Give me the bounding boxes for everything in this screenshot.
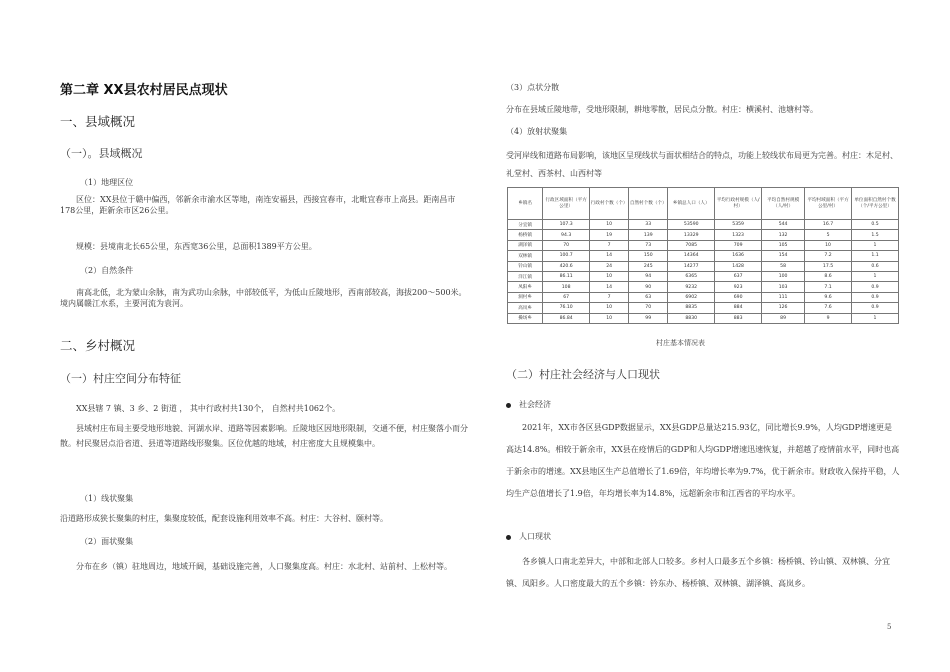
table-cell: 6365 xyxy=(668,271,715,281)
table-header-cell: 乡镇总人口（人） xyxy=(668,188,715,220)
table-cell: 9 xyxy=(805,313,852,323)
table-cell: 111 xyxy=(762,292,805,302)
table-cell: 1 xyxy=(852,313,899,323)
table-header-cell: 单位面积自然村个数（个/平方公里） xyxy=(852,188,899,220)
paragraph-natural-conditions: 南高北低，北为蒙山余脉，南为武功山余脉，中部较低平，为低山丘陵地形，西南部较高，海拔200～500米。境内属赣江水系，主要河流为袁河。 xyxy=(60,288,467,308)
table-cell: 10 xyxy=(590,271,629,281)
table-cell: 420.6 xyxy=(543,261,590,271)
chapter-title: 第二章 XX县农村居民点现状 xyxy=(60,83,228,98)
subsection-title-county-overview: （一）。县域概况 xyxy=(60,147,143,160)
bullet-dot-icon xyxy=(506,403,511,408)
paragraph-scale: 规模：县境南北长65公里，东西宽36公里，总面积1389平方公里。 xyxy=(76,242,317,251)
table-row xyxy=(508,261,899,271)
table-caption: 村庄基本情况表 xyxy=(656,339,705,347)
subsection-title-spatial-distribution: （一）村庄空间分布特征 xyxy=(60,372,181,385)
table-cell: 5359 xyxy=(715,220,762,230)
table-cell: 139 xyxy=(629,230,668,240)
table-cell: 245 xyxy=(629,261,668,271)
table-header-cell: 平均自然村规模（人/村） xyxy=(762,188,805,220)
table-cell: 0.5 xyxy=(852,220,899,230)
table-cell: 100.7 xyxy=(543,251,590,261)
table-cell: 7.2 xyxy=(805,251,852,261)
heading-natural-conditions: （2）自然条件 xyxy=(80,266,134,275)
table-cell: 钤山镇 xyxy=(508,261,543,271)
table-cell: 70 xyxy=(543,240,590,250)
table-cell: 24 xyxy=(590,261,629,271)
subsection-title-socioeconomic: （二）村庄社会经济与人口现状 xyxy=(506,368,660,381)
table-cell: 洋江镇 xyxy=(508,271,543,281)
table-cell: 9232 xyxy=(668,282,715,292)
table-cell: 7.6 xyxy=(805,303,852,313)
table-row xyxy=(508,271,899,281)
table-cell: 89 xyxy=(762,313,805,323)
table-cell: 8835 xyxy=(668,303,715,313)
table-cell: 1 xyxy=(852,240,899,250)
table-cell: 湖泽镇 xyxy=(508,240,543,250)
table-cell: 86.84 xyxy=(543,313,590,323)
table-cell: 19 xyxy=(590,230,629,240)
table-cell: 73 xyxy=(629,240,668,250)
table-header-cell: 乡镇名 xyxy=(508,188,543,220)
table-cell: 分宜镇 xyxy=(508,220,543,230)
paragraph-population: 各乡镇人口南北差异大，中部和北部人口较多。乡村人口最多五个乡镇：杨桥镇、钤山镇、双林镇、分宜镇、凤阳乡。人口密度最大的五个乡镇：钤东办、杨桥镇、双林镇、湖泽镇、高岚乡。 xyxy=(506,557,890,588)
heading-geographic-location: （1）地理区位 xyxy=(80,178,134,187)
table-cell: 94 xyxy=(629,271,668,281)
bullet-population xyxy=(506,531,551,542)
bullet-economy xyxy=(506,399,551,410)
table-cell: 高岚乡 xyxy=(508,303,543,313)
table-cell: 14 xyxy=(590,282,629,292)
table-cell: 103 xyxy=(762,282,805,292)
table-header-cell: 行政区域面积（平方公里） xyxy=(543,188,590,220)
paragraph-economy: 2021年，XX市各区县GDP数据显示，XX县GDP总量达215.93亿，同比增长9.9%，人均GDP增速更是高达14.8%。相较于新余市，XX县在疫情后的GDP和人均GDP增速迅速恢复，并超越了疫情前水平，同时也高于新余市的增速。XX县地区生产总值增长了1.69倍，年均增长率为9.7%，优于新余市。财政收入保持平稳，人均生产总值增长了1.9倍，年均增长率为14.8%，远超新余市和江西省的平均水平。 xyxy=(506,423,900,498)
table-cell: 14364 xyxy=(668,251,715,261)
table-cell: 76.10 xyxy=(543,303,590,313)
table-header-row xyxy=(508,188,899,220)
table-cell: 94.3 xyxy=(543,230,590,240)
table-row xyxy=(508,230,899,240)
table-cell: 100 xyxy=(762,271,805,281)
table-cell: 7 xyxy=(590,240,629,250)
table-cell: 8.6 xyxy=(805,271,852,281)
table-cell: 10 xyxy=(805,240,852,250)
table-cell: 8830 xyxy=(668,313,715,323)
table-cell: 0.6 xyxy=(852,261,899,271)
table-cell: 1323 xyxy=(715,230,762,240)
table-cell: 0.9 xyxy=(852,282,899,292)
table-cell: 9.6 xyxy=(805,292,852,302)
table-cell: 883 xyxy=(715,313,762,323)
table-cell: 1.5 xyxy=(852,230,899,240)
bullet-economy-label: 社会经济 xyxy=(519,400,551,409)
table-cell: 70 xyxy=(629,303,668,313)
table-cell: 690 xyxy=(715,292,762,302)
table-cell: 33 xyxy=(629,220,668,230)
paragraph-location: 区位：XX县位于赣中偏西，邻新余市渝水区等地，南连安福县，西接宜春市，北毗宜春市上高县。距南昌市178公里，距新余市区26公里。 xyxy=(60,195,456,215)
table-cell: 1.1 xyxy=(852,251,899,261)
table-cell: 7 xyxy=(590,292,629,302)
table-row xyxy=(508,220,899,230)
heading-area-cluster: （2）面状聚集 xyxy=(80,537,134,546)
table-cell: 150 xyxy=(629,251,668,261)
table-header-cell: 平均行政村规模（人/村） xyxy=(715,188,762,220)
table-cell: 923 xyxy=(715,282,762,292)
table-cell: 10 xyxy=(590,220,629,230)
table-body xyxy=(508,220,899,324)
table-header-cell: 自然村个数（个） xyxy=(629,188,668,220)
table-header-cell: 行政村个数（个） xyxy=(590,188,629,220)
table-cell: 637 xyxy=(715,271,762,281)
table-cell: 58 xyxy=(762,261,805,271)
table-cell: 544 xyxy=(762,220,805,230)
heading-radial-cluster: （4）放射状聚集 xyxy=(506,127,568,136)
table-cell: 105 xyxy=(762,240,805,250)
table-cell: 63 xyxy=(629,292,668,302)
heading-point-scattered: （3）点状分散 xyxy=(506,83,560,92)
paragraph-area-cluster: 分布在乡（镇）驻地周边，地域开阔，基础设施完善，人口聚集度高。村庄：水北村、站前村、上松村等。 xyxy=(76,562,452,571)
table-row xyxy=(508,240,899,250)
table-cell: 14 xyxy=(590,251,629,261)
table-cell: 132 xyxy=(762,230,805,240)
table-row xyxy=(508,303,899,313)
table-row xyxy=(508,282,899,292)
table-cell: 凤阳乡 xyxy=(508,282,543,292)
table-cell: 5 xyxy=(805,230,852,240)
bullet-population-label: 人口现状 xyxy=(519,532,551,541)
table-row xyxy=(508,313,899,323)
table-cell: 操场乡 xyxy=(508,313,543,323)
paragraph-layout-factors: 县域村庄布局主要受地形地貌、河湖水岸、道路等因素影响。丘陵地区因地形限制，交通不便，村庄聚落小而分散。村民聚居点沿省道、县道等道路线形聚集。区位优越的地域，村庄密度大且规模集中。 xyxy=(60,424,468,448)
table-cell: 1636 xyxy=(715,251,762,261)
section-title-county: 一、县域概况 xyxy=(60,114,136,129)
table-cell: 53590 xyxy=(668,220,715,230)
table-cell: 10 xyxy=(590,313,629,323)
section-title-villages: 二、乡村概况 xyxy=(60,338,136,353)
table-cell: 1428 xyxy=(715,261,762,271)
table-cell: 884 xyxy=(715,303,762,313)
table-cell: 17.5 xyxy=(805,261,852,271)
table-cell: 1 xyxy=(852,271,899,281)
table-cell: 86.11 xyxy=(543,271,590,281)
table-cell: 99 xyxy=(629,313,668,323)
table-cell: 洞村乡 xyxy=(508,292,543,302)
table-cell: 126 xyxy=(762,303,805,313)
table-cell: 6902 xyxy=(668,292,715,302)
heading-linear-cluster: （1）线状聚集 xyxy=(80,494,134,503)
paragraph-linear-cluster: 沿道路形成狭长聚集的村庄，集聚度较低，配套设施利用效率不高。村庄：大谷村、颐村等。 xyxy=(60,514,388,523)
table-cell: 14277 xyxy=(668,261,715,271)
table-cell: 双林镇 xyxy=(508,251,543,261)
table-cell: 7.1 xyxy=(805,282,852,292)
table-cell: 709 xyxy=(715,240,762,250)
table-header-cell: 平均村域面积（平方公里/村） xyxy=(805,188,852,220)
bullet-dot-icon xyxy=(506,535,511,540)
table-cell: 杨桥镇 xyxy=(508,230,543,240)
page-number: 5 xyxy=(887,623,892,631)
table-row xyxy=(508,292,899,302)
table-cell: 0.9 xyxy=(852,292,899,302)
table-cell: 67 xyxy=(543,292,590,302)
table-row xyxy=(508,251,899,261)
paragraph-radial-cluster: 受河岸线和道路布局影响，该地区呈现线状与面状相结合的特点，功能上较线状布局更为完善。村庄：木足村、礼堂村、西茶村、山西村等 xyxy=(506,151,898,178)
table-cell: 90 xyxy=(629,282,668,292)
table-cell: 7085 xyxy=(668,240,715,250)
table-cell: 16.7 xyxy=(805,220,852,230)
table-cell: 13329 xyxy=(668,230,715,240)
table-cell: 108 xyxy=(543,282,590,292)
table-cell: 0.9 xyxy=(852,303,899,313)
paragraph-admin-counts: XX县辖 7 镇、3 乡、2 街道 ， 其中行政村共130个， 自然村共1062个。 xyxy=(76,404,341,413)
table-cell: 107.3 xyxy=(543,220,590,230)
village-basic-table xyxy=(507,187,899,324)
paragraph-point-scattered: 分布在县域丘陵地带，受地形限制，耕地零散，居民点分散。村庄：横溪村、池塘村等。 xyxy=(506,105,818,114)
table-cell: 154 xyxy=(762,251,805,261)
table-cell: 10 xyxy=(590,303,629,313)
